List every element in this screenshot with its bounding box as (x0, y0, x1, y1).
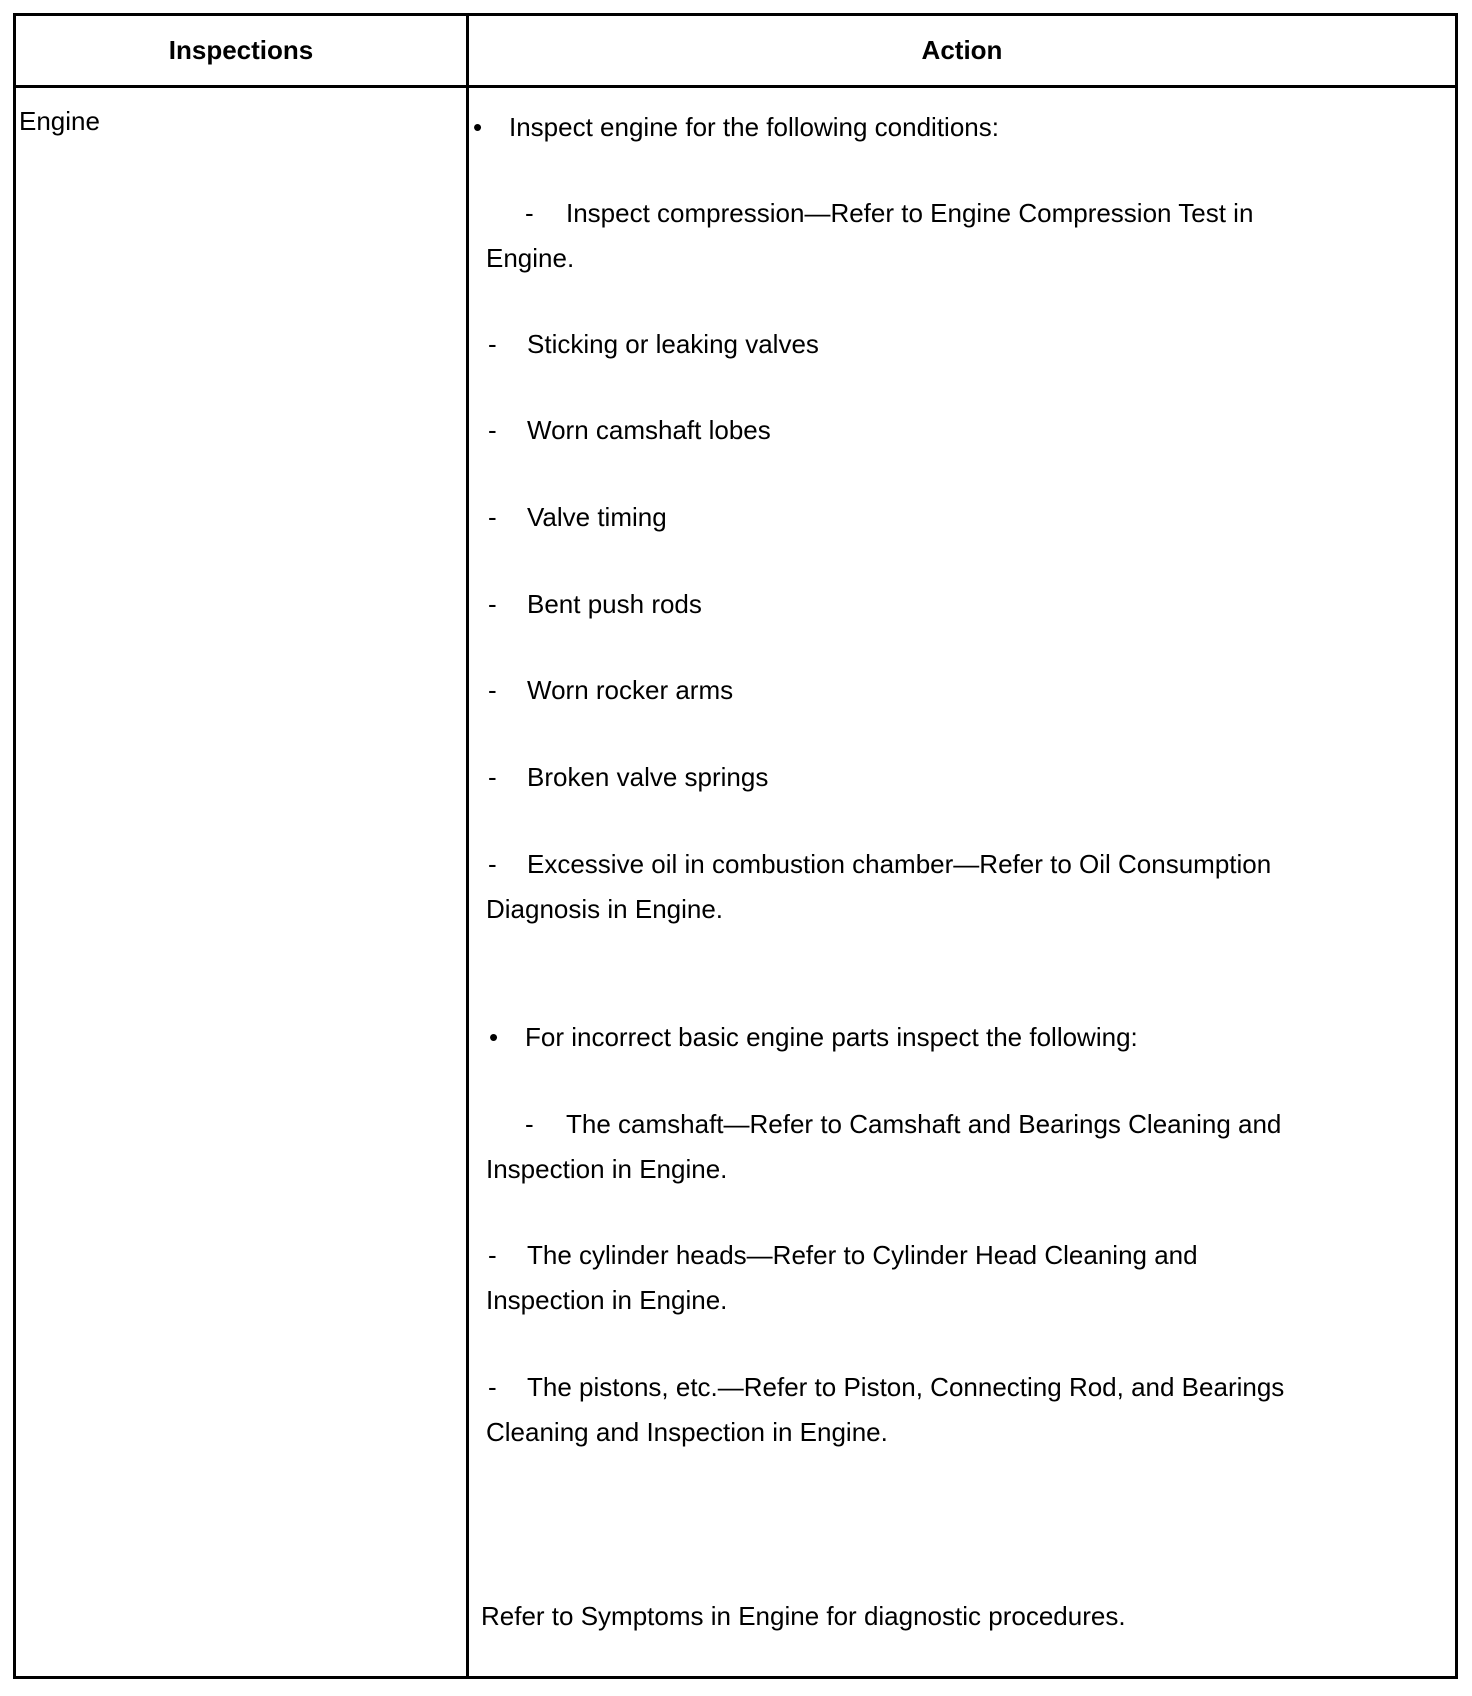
column-divider (466, 16, 469, 1676)
section1-bullet: Inspect engine for the following conditions: (509, 112, 999, 142)
bullet-marker: • (473, 112, 483, 142)
section2-item-2-line2: Inspection in Engine. (486, 1285, 728, 1315)
inspection-table (13, 13, 1458, 1679)
dash-marker: - (525, 1109, 534, 1139)
section2-item-3-line1: The pistons, etc.—Refer to Piston, Connecting Rod, and Bearings (527, 1372, 1285, 1402)
header-action: Action (921, 35, 1003, 65)
footer-note: Refer to Symptoms in Engine for diagnostic procedures. (481, 1601, 1126, 1631)
section1-item-8-line1: Excessive oil in combustion chamber—Refer to Oil Consumption (527, 849, 1272, 879)
dash-marker: - (488, 415, 497, 445)
section1-item-5: Bent push rods (527, 589, 702, 619)
section1-item-2: Sticking or leaking valves (527, 329, 819, 359)
section1-item-8-line2: Diagnosis in Engine. (486, 894, 724, 924)
section2-bullet: For incorrect basic engine parts inspect the following: (525, 1022, 1138, 1052)
section1-item-7: Broken valve springs (527, 762, 769, 792)
dash-marker: - (488, 502, 497, 532)
section1-item-1-line1: Inspect compression—Refer to Engine Compression Test in (566, 198, 1254, 228)
header-inspections: Inspections (168, 35, 314, 65)
dash-marker: - (488, 1240, 497, 1270)
section2-item-1-line1: The camshaft—Refer to Camshaft and Bearings Cleaning and (566, 1109, 1282, 1139)
header-divider (16, 85, 1455, 88)
section1-item-4: Valve timing (527, 502, 667, 532)
dash-marker: - (488, 329, 497, 359)
dash-marker: - (488, 675, 497, 705)
section1-item-6: Worn rocker arms (527, 675, 734, 705)
section2-item-1-line2: Inspection in Engine. (486, 1154, 728, 1184)
inspection-engine: Engine (19, 106, 100, 136)
dash-marker: - (488, 1372, 497, 1402)
dash-marker: - (488, 762, 497, 792)
bullet-marker: • (489, 1022, 499, 1052)
dash-marker: - (525, 198, 534, 228)
section2-item-2-line1: The cylinder heads—Refer to Cylinder Head Cleaning and (527, 1240, 1198, 1270)
section2-item-3-line2: Cleaning and Inspection in Engine. (486, 1417, 888, 1447)
section1-item-3: Worn camshaft lobes (527, 415, 771, 445)
dash-marker: - (488, 589, 497, 619)
section1-item-1-line2: Engine. (486, 243, 575, 273)
dash-marker: - (488, 849, 497, 879)
